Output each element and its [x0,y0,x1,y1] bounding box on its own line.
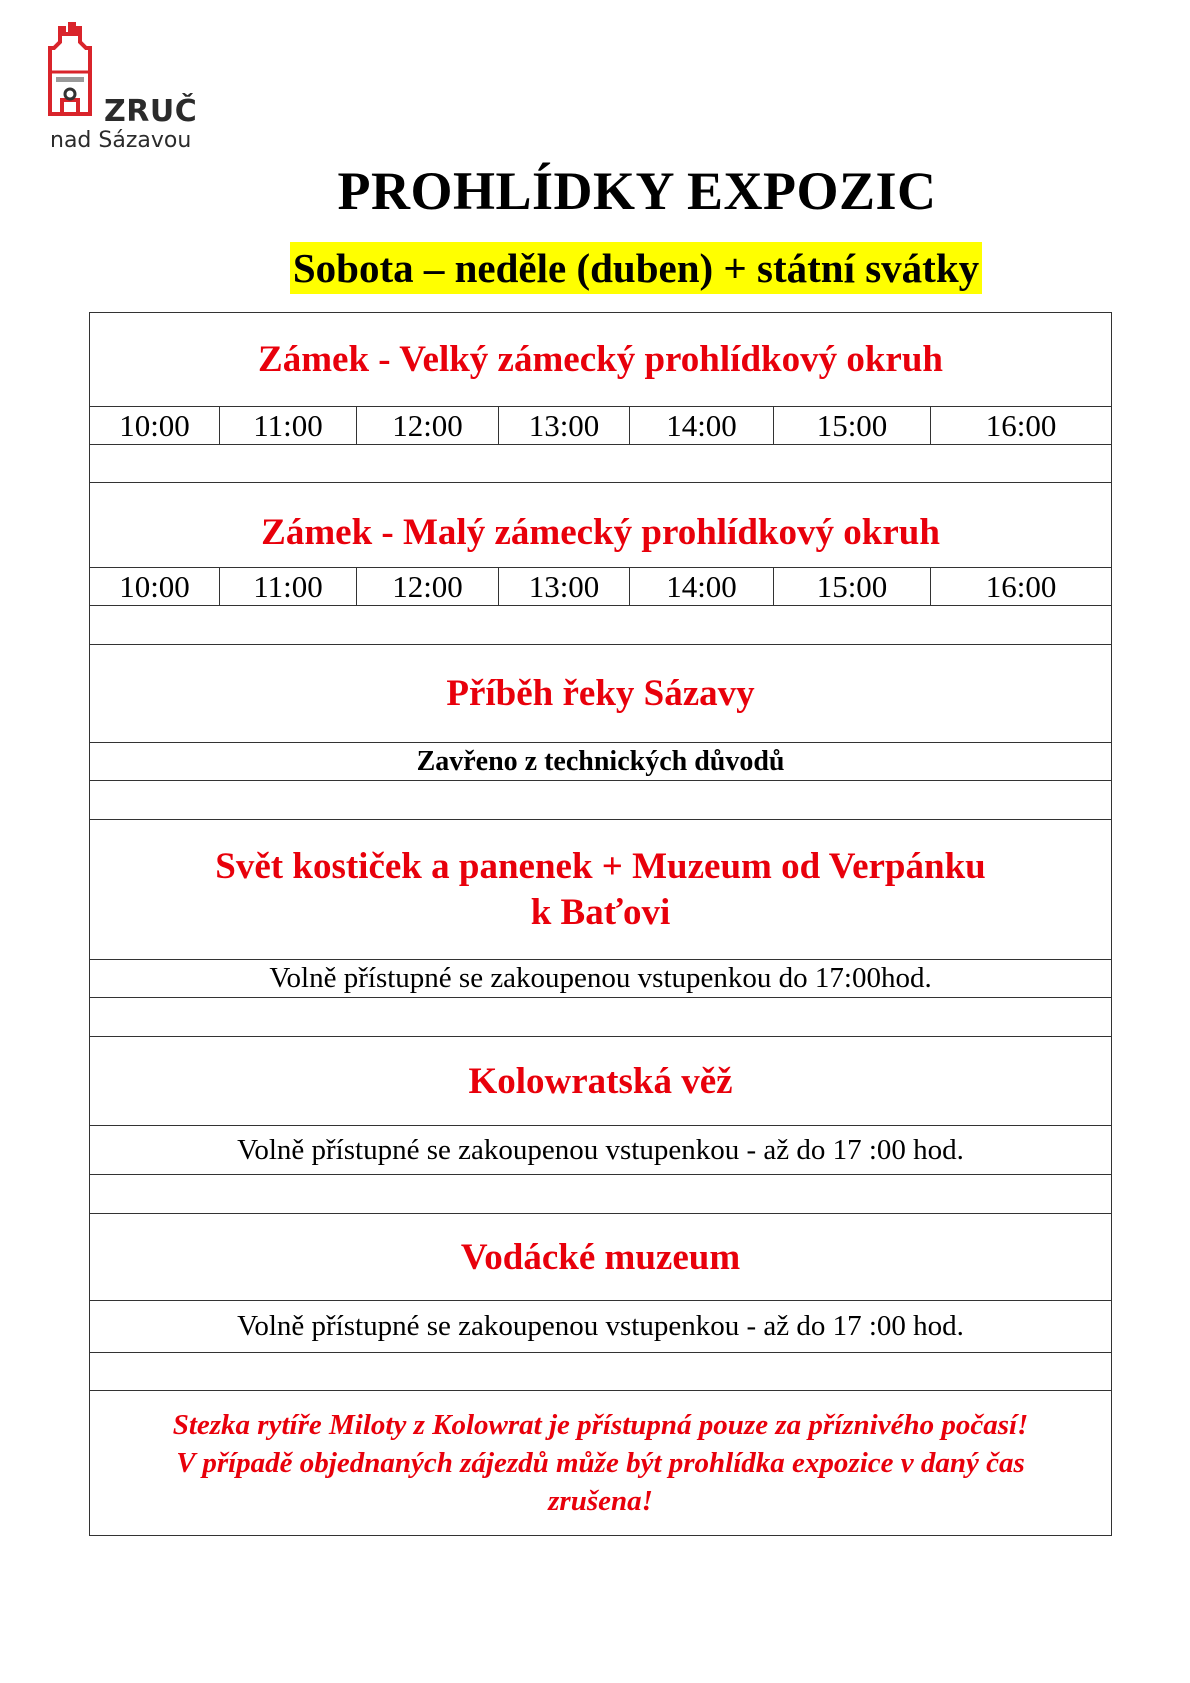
section-title-kosticky-line1: Svět kostiček a panenek + Muzeum od Verpánku [215,845,986,887]
time-cell: 13:00 [499,407,630,445]
section-title-kosticky-line2: k Baťovi [530,891,671,933]
spacer-row [90,998,1112,1037]
spacer-row [90,606,1112,645]
time-cell: 13:00 [499,568,630,606]
schedule-table [89,312,1112,1536]
spacer-row [90,1353,1112,1391]
time-cell: 10:00 [90,407,220,445]
section-note-sazava: Zavřeno z technických důvodů [90,743,1112,781]
time-cell: 11:00 [220,407,357,445]
time-cell: 14:00 [630,568,774,606]
times-row-velky [90,407,1112,445]
section-title-velky: Zámek - Velký zámecký prohlídkový okruh [90,313,1112,407]
time-cell: 16:00 [931,568,1112,606]
town-tower-icon [48,22,96,118]
time-cell: 11:00 [220,568,357,606]
footer-note-line3: zrušena! [548,1485,653,1517]
section-note-vez: Volně přístupné se zakoupenou vstupenkou - až do 17 :00 hod. [90,1126,1112,1175]
footer-note-line1: Stezka rytíře Miloty z Kolowrat je přístupná pouze za příznivého počasí! [172,1409,1029,1441]
footer-note [90,1391,1112,1536]
section-note-vodacke: Volně přístupné se zakoupenou vstupenkou - až do 17 :00 hod. [90,1301,1112,1353]
logo-subtitle: nad Sázavou [50,128,192,153]
section-title-sazava: Příběh řeky Sázavy [90,645,1112,743]
section-title-maly: Zámek - Malý zámecký prohlídkový okruh [90,483,1112,568]
times-row-maly [90,568,1112,606]
time-cell: 10:00 [90,568,220,606]
time-cell: 15:00 [774,407,931,445]
spacer-row [90,781,1112,820]
spacer-row [90,445,1112,483]
section-title-vodacke: Vodácké muzeum [90,1214,1112,1301]
page-title: PROHLÍDKY EXPOZIC [337,161,937,221]
section-note-kosticky: Volně přístupné se zakoupenou vstupenkou do 17:00hod. [90,960,1112,998]
logo-name: ZRUČ [104,94,198,129]
logo [48,22,228,152]
spacer-row [90,1175,1112,1214]
section-title-kosticky [90,820,1112,960]
footer-note-line2: V případě objednaných zájezdů může být prohlídka expozice v daný čas [176,1447,1025,1479]
time-cell: 12:00 [357,407,499,445]
time-cell: 15:00 [774,568,931,606]
time-cell: 14:00 [630,407,774,445]
time-cell: 16:00 [931,407,1112,445]
time-cell: 12:00 [357,568,499,606]
page-subtitle: Sobota – neděle (duben) + státní svátky [290,242,982,294]
section-title-vez: Kolowratská věž [90,1037,1112,1126]
